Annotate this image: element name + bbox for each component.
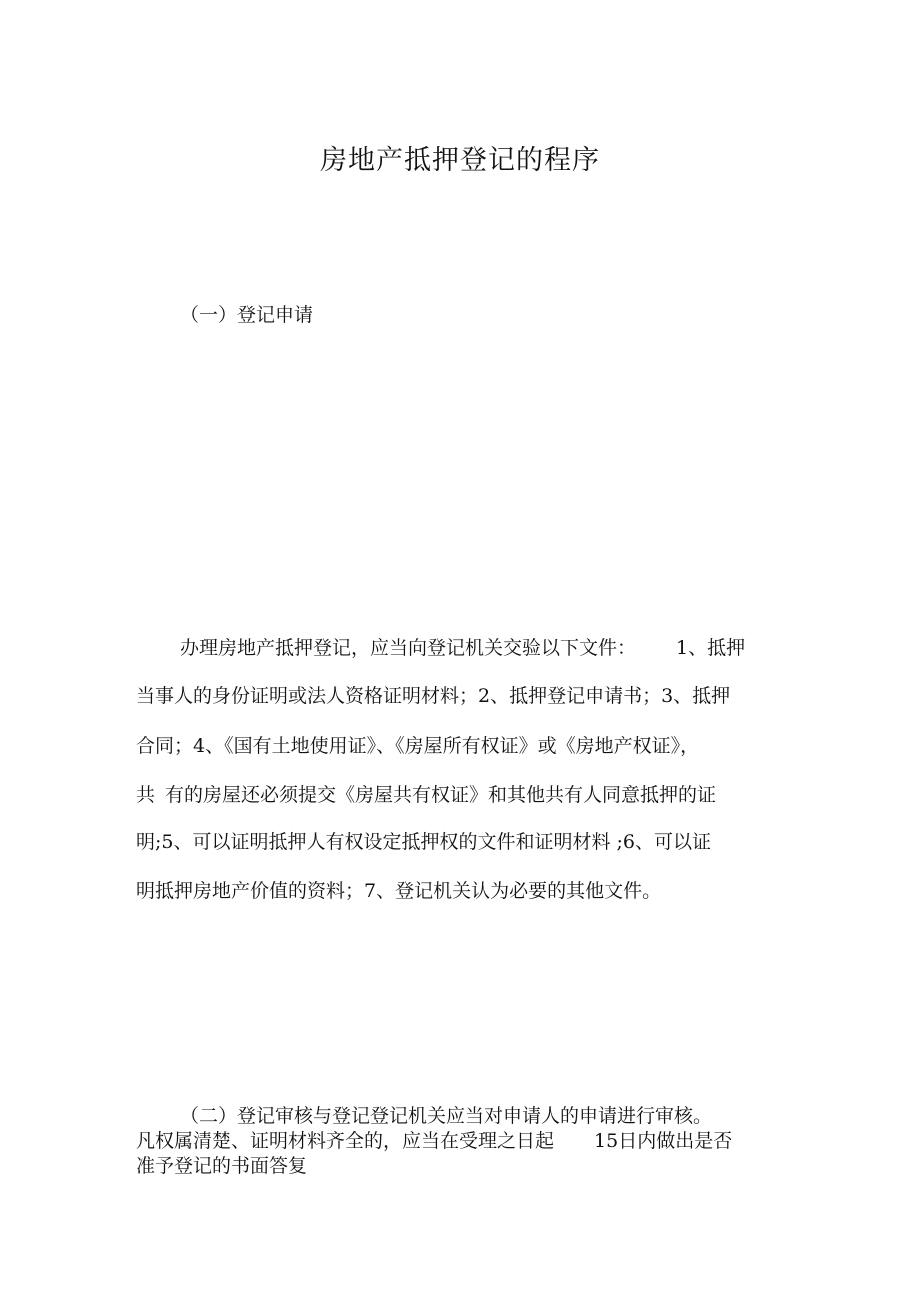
paragraph-line: 准予登记的书面答复 [136, 1155, 308, 1177]
paragraph-line: 当事人的身份证明或法人资格证明材料；2、抵押登记申请书；3、抵押 [136, 685, 731, 707]
paragraph-line [180, 633, 766, 663]
document-title: 房地产抵押登记的程序 [320, 145, 600, 176]
text-segment: 共 [136, 784, 156, 806]
paragraph-line: 合同；4、《国有土地使用证》、《房屋所有权证》或《房地产权证》， [136, 735, 700, 757]
text-segment: 有的房屋还必须提交《房屋共有权证》和其他共有人同意抵押的证 [165, 784, 717, 806]
paragraph-line [136, 780, 766, 810]
paragraph-line: 明;5、可以证明抵押人有权设定抵押权的文件和证明材料 ;6、可以证 [136, 831, 712, 853]
text-segment: 1、抵押 [676, 637, 746, 659]
section-heading-application: （一）登记申请 [180, 304, 314, 326]
section-heading-review: （二）登记审核与登记登记机关应当对申请人的申请进行审核。 [180, 1105, 713, 1127]
text-segment: 15日内做出是否 [594, 1130, 733, 1152]
text-segment: 办理房地产抵押登记，应当向登记机关交验以下文件： [180, 637, 637, 659]
paragraph-line: 明抵押房地产价值的资料；7、登记机关认为必要的其他文件。 [136, 880, 662, 902]
text-segment: 凡权属清楚、证明材料齐全的，应当在受理之日起 [136, 1130, 555, 1152]
